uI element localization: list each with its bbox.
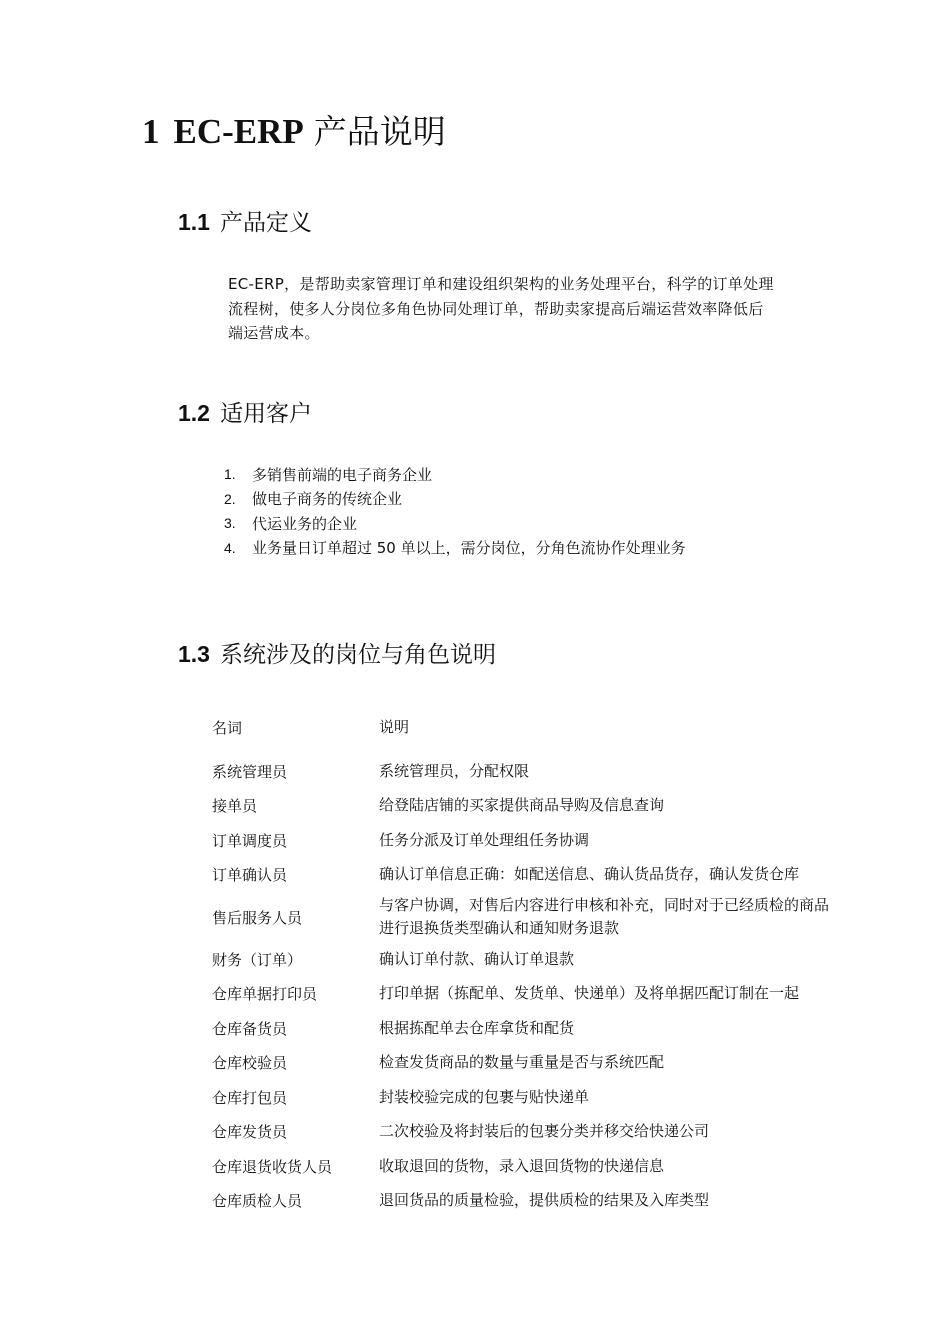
list-item — [224, 536, 686, 561]
table-header: 说明 — [379, 717, 410, 736]
table-row — [212, 1080, 902, 1115]
target-customer-list — [224, 462, 686, 560]
role-desc: 封装校验完成的包裹与贴快递单 — [379, 1087, 590, 1106]
section-title: 系统涉及的岗位与角色说明 — [219, 642, 496, 668]
role-desc: 进行退换货类型确认和通知财务退款 — [379, 919, 620, 937]
role-term: 仓库校验员 — [212, 1054, 288, 1073]
section-title: 适用客户 — [219, 401, 312, 427]
role-term: 仓库质检人员 — [212, 1192, 303, 1211]
chapter-heading — [142, 106, 446, 153]
section-heading-1-1 — [178, 204, 312, 237]
table-row — [212, 977, 902, 1012]
paragraph-line: 端运营成本。 — [228, 324, 320, 342]
role-term: 仓库备货员 — [212, 1019, 288, 1038]
section-number: 1.2 — [178, 400, 210, 426]
table-row — [212, 1046, 902, 1081]
role-desc: 任务分派及订单处理组任务协调 — [379, 830, 590, 849]
product-definition-paragraph — [228, 272, 828, 346]
chapter-title-latin: EC-ERP — [173, 112, 304, 151]
role-desc: 检查发货商品的数量与重量是否与系统匹配 — [379, 1053, 665, 1072]
roles-table — [212, 712, 902, 1218]
list-text: 做电子商务的传统企业 — [252, 490, 403, 509]
role-term: 订单确认员 — [212, 866, 288, 885]
table-header: 名词 — [212, 718, 243, 737]
table-header-row — [212, 712, 902, 742]
table-row — [212, 823, 902, 858]
section-title: 产品定义 — [219, 210, 312, 236]
chapter-number: 1 — [142, 112, 160, 151]
list-text: 业务量日订单超过 50 单以上，需分岗位，分角色流协作处理业务 — [252, 539, 686, 558]
table-row — [212, 1115, 902, 1150]
paragraph-line: 流程树，使多人分岗位多角色协同处理订单，帮助卖家提高后端运营效率降低后 — [228, 299, 764, 318]
list-number: 2. — [224, 490, 236, 507]
section-number: 1.3 — [178, 641, 210, 667]
list-item — [224, 511, 686, 536]
list-item — [224, 462, 686, 487]
role-desc: 打印单据（拣配单、发货单、快递单）及将单据匹配订制在一起 — [379, 984, 800, 1003]
role-term: 仓库打包员 — [212, 1088, 288, 1107]
role-desc: 确认订单信息正确：如配送信息、确认货品货存，确认发货仓库 — [379, 865, 800, 884]
list-number: 3. — [224, 515, 236, 532]
list-item — [224, 487, 686, 512]
role-desc: 确认订单付款、确认订单退款 — [379, 949, 575, 968]
chapter-title-cjk: 产品说明 — [313, 112, 446, 151]
list-text: 多销售前端的电子商务企业 — [252, 465, 433, 484]
role-term: 接单员 — [212, 797, 258, 816]
role-desc: 二次校验及将封装后的包裹分类并移交给快递公司 — [379, 1122, 710, 1141]
table-row — [212, 1149, 902, 1184]
role-desc: 收取退回的货物，录入退回货物的快递信息 — [379, 1156, 665, 1175]
table-row — [212, 892, 902, 942]
role-term: 仓库发货员 — [212, 1123, 288, 1142]
list-number: 1. — [224, 466, 236, 483]
role-term: 仓库单据打印员 — [212, 985, 318, 1004]
role-term: 财务（订单） — [212, 950, 303, 969]
section-number: 1.1 — [178, 209, 210, 235]
paragraph-line: EC-ERP，是帮助卖家管理订单和建设组织架构的业务处理平台，科学的订单处理 — [228, 275, 774, 293]
role-desc: 根据拣配单去仓库拿货和配货 — [379, 1018, 575, 1037]
list-number: 4. — [224, 539, 236, 556]
role-desc: 给登陆店铺的买家提供商品导购及信息查询 — [379, 796, 665, 815]
section-heading-1-3 — [178, 636, 496, 669]
table-row — [212, 754, 902, 789]
role-term: 仓库退货收货人员 — [212, 1157, 333, 1176]
table-row — [212, 858, 902, 893]
table-row — [212, 1184, 902, 1219]
table-row — [212, 942, 902, 977]
role-term: 订单调度员 — [212, 831, 288, 850]
list-text: 代运业务的企业 — [252, 514, 358, 533]
table-row — [212, 1011, 902, 1046]
section-heading-1-2 — [178, 395, 312, 428]
role-desc: 退回货品的质量检验，提供质检的结果及入库类型 — [379, 1191, 710, 1210]
role-desc: 与客户协调，对售后内容进行申核和补充，同时对于已经质检的商品 — [379, 896, 830, 914]
role-desc: 系统管理员，分配权限 — [379, 761, 530, 780]
role-term: 系统管理员 — [212, 762, 288, 781]
role-term: 售后服务人员 — [212, 908, 303, 927]
table-row — [212, 789, 902, 824]
